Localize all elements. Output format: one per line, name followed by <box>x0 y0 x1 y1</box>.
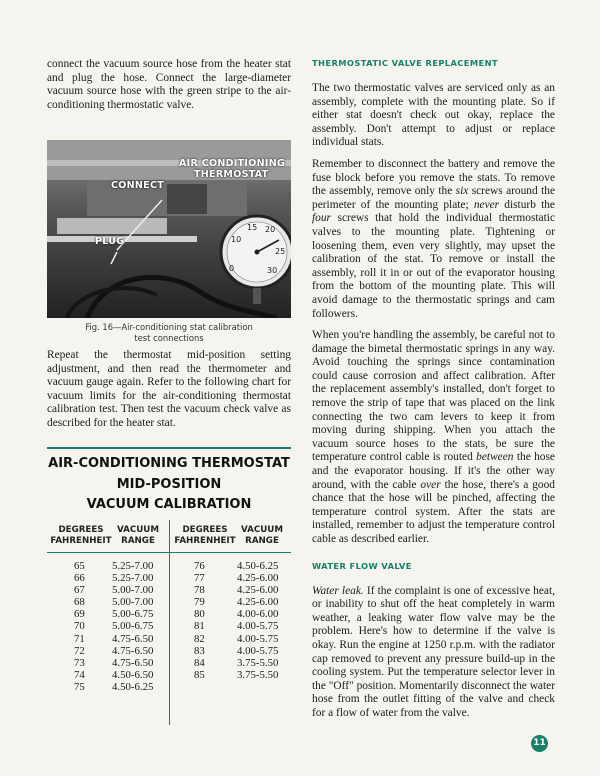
right-column <box>312 58 555 721</box>
vacuum-right-row-4: 4.00-6.00 <box>237 608 279 621</box>
column-degrees-left <box>74 560 85 693</box>
vacuum-right-row-0: 4.50-6.25 <box>237 560 279 572</box>
p2-emphasis-four: four <box>312 212 331 225</box>
caption-line-1: Fig. 16—Air-conditioning stat calibration <box>85 322 253 332</box>
vacuum-left-row-1: 5.25-7.00 <box>112 572 154 585</box>
degrees-left-row-3: 68 <box>74 596 85 609</box>
table-title-line-3: VACUUM CALIBRATION <box>86 497 252 512</box>
vacuum-right-row-9: 3.75-5.50 <box>237 668 279 681</box>
p3-text-a: When you're handling the assembly, be careful not to damage the bimetal thermostatic springs in any way. Avoid touching the springs since contamination could cause corrosion and affect calibration. After the replacement assembly's installed, don't forget to remove the strip of tape that was placed on the link connecting the two cam levers to keep it from moving during shipping. When you attach the vacuum source hoses to the stats, be sure the temperature control cable is routed <box>312 329 555 464</box>
vacuum-left-row-10: 4.50-6.25 <box>112 680 154 693</box>
label-connect: CONNECT <box>111 180 164 191</box>
degrees-right-row-5: 81 <box>194 620 205 633</box>
vacuum-left-row-6: 4.75-6.50 <box>112 632 154 645</box>
degrees-right-row-8: 84 <box>194 656 205 669</box>
vacuum-left-row-4: 5.00-6.75 <box>112 608 154 621</box>
header-vacuum-left-line1: VACUUM <box>117 525 159 535</box>
degrees-left-row-8: 73 <box>74 656 85 669</box>
vacuum-left-row-8: 4.75-6.50 <box>112 656 154 669</box>
vacuum-right-row-5: 4.00-5.75 <box>237 620 279 633</box>
label-thermostat: THERMOSTAT <box>194 169 269 180</box>
p2-emphasis-never: never <box>473 198 500 211</box>
p3-emphasis-over: over <box>420 478 441 491</box>
degrees-right-row-6: 82 <box>194 632 205 645</box>
gauge-tick-20: 20 <box>265 225 276 234</box>
degrees-left-row-7: 72 <box>74 644 85 657</box>
vacuum-right-row-2: 4.25-6.00 <box>237 584 279 597</box>
header-degrees-right <box>172 525 238 547</box>
degrees-right-row-0: 76 <box>194 560 205 572</box>
vacuum-left-row-7: 4.75-6.50 <box>112 644 154 657</box>
label-air-conditioning: AIR CONDITIONING <box>179 158 286 169</box>
heading-water-flow-valve: WATER FLOW VALVE <box>312 560 412 571</box>
left-lower-text <box>47 349 291 431</box>
vacuum-left-row-2: 5.00-7.00 <box>112 584 154 597</box>
label-plug: PLUG <box>95 236 125 247</box>
vacuum-right-row-3: 4.25-6.00 <box>237 596 279 609</box>
column-degrees-right <box>194 560 205 681</box>
gauge-tick-10: 10 <box>231 235 242 244</box>
header-degrees-left <box>48 525 114 547</box>
heading-thermostatic-valve-replacement: THERMOSTATIC VALVE REPLACEMENT <box>312 58 498 68</box>
intro-paragraph: connect the vacuum source hose from the heater stat and plug the hose. Connect the large-diameter vacuum source hose with the green stripe to the air-conditioning thermostatic valve. <box>47 58 291 111</box>
degrees-right-row-1: 77 <box>194 572 205 585</box>
p2-text-b: screws around the perimeter of the mounting plate; <box>312 185 555 211</box>
table-title-line-2: MID-POSITION <box>116 477 222 492</box>
vacuum-left-row-3: 5.00-7.00 <box>112 596 154 609</box>
p4-text: If the complaint is one of excessive heat, or inability to shut off the heat completely in warm weather, a leaking water flow valve may be the problem. Here's how to determine if the valve is okay. Run the engine at 1250 r.p.m. with the radiator cap removed to prevent any pressure build-up in the cooling system. Put the temperature selector lever in the "Off" position. Momentarily disconnect the water hose from the outlet fitting of the valve and check for a flow of water from the valve. <box>312 584 555 719</box>
header-degrees-right-line1: DEGREES <box>182 525 228 535</box>
degrees-right-row-3: 79 <box>194 596 205 609</box>
gauge-tick-15: 15 <box>247 223 258 232</box>
header-degrees-left-line2: FAHRENHEIT <box>50 536 112 546</box>
gauge-tick-30: 30 <box>267 266 278 275</box>
p3-text-b: the hose and the evaporator housing. If it's the other way around, with the cable <box>312 451 555 491</box>
vacuum-right-row-8: 3.75-5.50 <box>237 656 279 669</box>
column-vacuum-right <box>237 560 278 681</box>
p2-text-d: screws that hold the individual thermostatic valves to the mounting plate. Tightening or loosening them, even very slightly, may upset the calibration of the stat. To remove or install the assembly, roll it in or out of the evaporator housing from the bottom of the mounting plate. This will avoid damage to the thermostatic springs and cam followers. <box>312 212 555 320</box>
after-figure-paragraph: Repeat the thermostat mid-position setting adjustment, and then read the thermometer and vacuum gauge again. Refer to the following chart for vacuum limits for the air-conditioning thermostat calibration test. Then test the vacuum check valve as described for the heater stat. <box>47 349 291 429</box>
vacuum-right-row-6: 4.00-5.75 <box>237 632 279 645</box>
degrees-left-row-2: 67 <box>74 584 85 597</box>
gauge-tick-0: 0 <box>229 264 235 273</box>
gauge-tick-25: 25 <box>275 247 286 256</box>
p2-emphasis-six: six <box>455 185 469 198</box>
p3-emphasis-between: between <box>476 451 514 464</box>
vacuum-left-row-9: 4.50-6.50 <box>112 668 154 681</box>
degrees-left-row-6: 71 <box>74 632 85 645</box>
figure-caption <box>60 322 278 343</box>
header-vacuum-left <box>110 525 166 547</box>
header-vacuum-right <box>234 525 290 547</box>
degrees-right-row-2: 78 <box>194 584 205 597</box>
table-top-rule <box>47 447 291 449</box>
degrees-right-row-9: 85 <box>194 668 205 681</box>
p2-text-a: Remember to disconnect the battery and remove the fuse block before you remove the stats. To remove the assembly, remove only the <box>312 157 555 198</box>
caption-line-2: test connections <box>134 332 204 343</box>
degrees-left-row-5: 70 <box>74 620 85 633</box>
paragraph-remove-assembly <box>312 158 555 321</box>
vacuum-left-row-5: 5.00-6.75 <box>112 620 154 633</box>
degrees-left-row-10: 75 <box>74 680 85 693</box>
degrees-left-row-9: 74 <box>74 668 85 681</box>
degrees-right-row-4: 80 <box>194 608 205 621</box>
p3-text-c: the hose, there's a good chance that the hose will be pinched, affecting the temperature control system. After the stats are installed, remember to adjust the temperature control cable as described earlier. <box>312 478 556 545</box>
degrees-left-row-4: 69 <box>74 608 85 621</box>
paragraph-handling-assembly <box>312 329 555 547</box>
degrees-right-row-7: 83 <box>194 644 205 657</box>
table-divider <box>169 520 170 725</box>
vacuum-right-row-1: 4.25-6.00 <box>237 572 279 585</box>
page-number-badge: 11 <box>531 735 548 752</box>
degrees-left-row-1: 66 <box>74 572 85 585</box>
left-column <box>47 58 291 112</box>
figure-photo <box>47 140 291 318</box>
paragraph-service-assembly: The two thermostatic valves are serviced only as an assembly, complete with the mounting plate. So if either stat doesn't check out okay, replace the assembly. Don't attempt to adjust or replace individual stats. <box>312 82 555 149</box>
degrees-left-row-0: 65 <box>74 560 85 572</box>
header-degrees-right-line2: FAHRENHEIT <box>174 536 236 546</box>
header-vacuum-right-line2: RANGE <box>245 536 279 546</box>
vacuum-right-row-7: 4.00-5.75 <box>237 644 279 657</box>
p4-emphasis-water-leak: Water leak. <box>312 584 364 597</box>
column-vacuum-left <box>112 560 153 693</box>
paragraph-water-leak <box>312 585 555 721</box>
p2-text-c: disturb the <box>499 198 555 211</box>
table-title-line-1: AIR-CONDITIONING THERMOSTAT <box>48 456 290 471</box>
header-vacuum-right-line1: VACUUM <box>241 525 283 535</box>
vacuum-left-row-0: 5.25-7.00 <box>112 560 154 572</box>
header-degrees-left-line1: DEGREES <box>58 525 104 535</box>
header-vacuum-left-line2: RANGE <box>121 536 155 546</box>
